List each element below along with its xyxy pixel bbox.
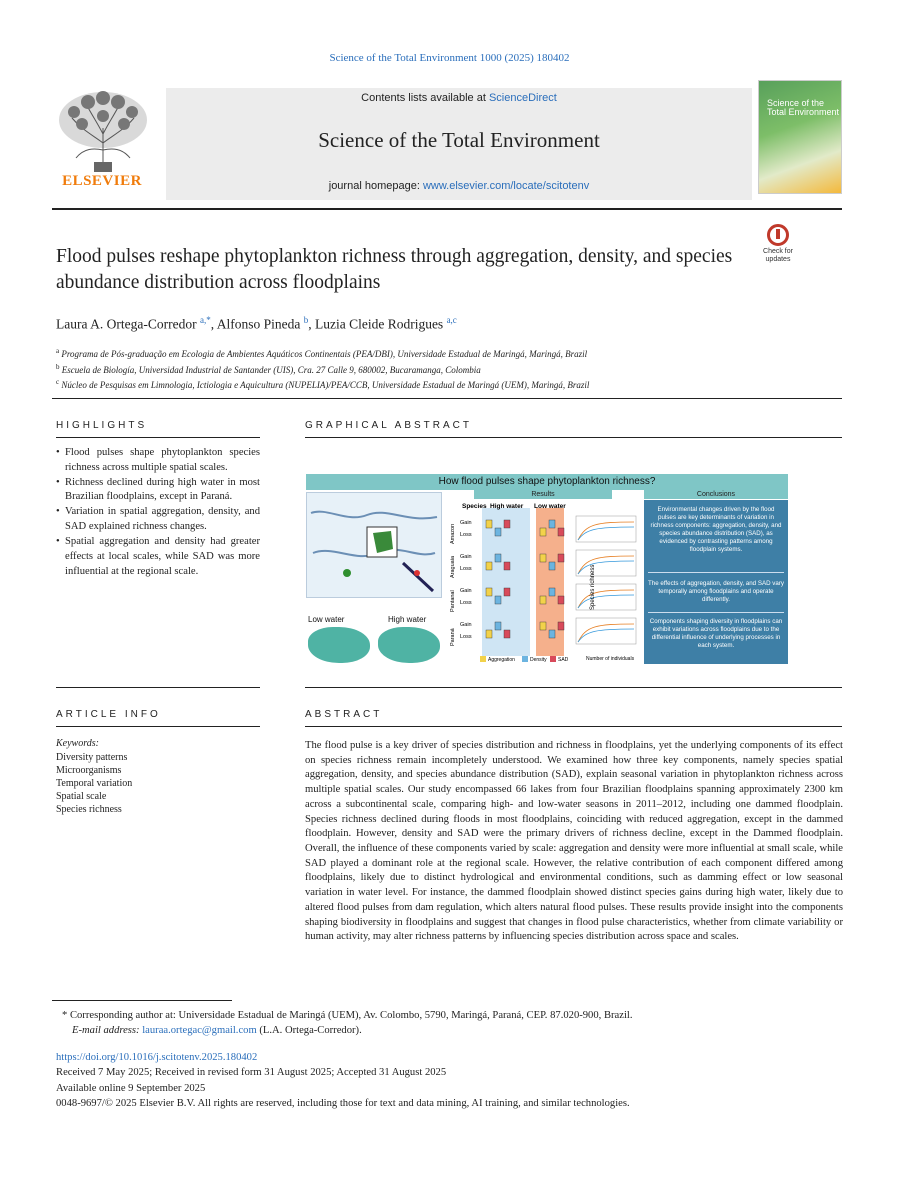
author-affiliation-marker[interactable]: a,c — [446, 315, 457, 325]
ga-results-graphic — [446, 500, 642, 664]
highlights-bottom-rule — [56, 687, 260, 688]
article-info-heading: ARTICLE INFO — [56, 709, 161, 720]
email-label: E-mail address: — [72, 1025, 143, 1037]
graphical-abstract-rule — [305, 437, 842, 438]
ga-loss-label: Loss — [460, 634, 472, 640]
ga-results-heading: Results — [474, 490, 612, 499]
keyword-item: Microorganisms — [56, 765, 122, 776]
ga-banner-title: How flood pulses shape phytoplankton richness? — [306, 474, 788, 490]
elsevier-tree-icon — [54, 88, 152, 174]
ga-rarefaction-plot — [576, 584, 636, 610]
highlight-item: • Richness declined during high water in most Brazilian floodplains, except in Paraná. — [56, 476, 260, 506]
highlight-item: • Spatial aggregation and density had greater effects at local scales, while SAD was more influential at the regional scale. — [56, 535, 260, 579]
ga-component-bar — [540, 622, 546, 630]
highlights-rule — [56, 437, 260, 438]
ga-rarefaction-plot — [576, 516, 636, 542]
ga-gain-label: Gain — [460, 554, 472, 560]
ga-high-water-label: High water — [388, 615, 427, 624]
ga-loss-label: Loss — [460, 600, 472, 606]
section-rule — [52, 398, 842, 399]
ga-component-bar — [495, 622, 501, 630]
contents-line — [166, 92, 752, 104]
ga-component-bar — [540, 554, 546, 562]
author-name[interactable]: Alfonso Pineda — [216, 316, 301, 332]
author-affiliation-marker[interactable]: b — [303, 315, 309, 325]
elsevier-logo[interactable] — [52, 80, 156, 194]
check-for-updates-badge[interactable] — [756, 224, 800, 270]
ga-component-bar — [504, 520, 510, 528]
affiliation-item — [56, 362, 816, 378]
ga-legend-aggregation: Aggregation — [488, 657, 515, 663]
ga-col-high: High water — [490, 503, 524, 510]
keyword-item: Temporal variation — [56, 778, 133, 789]
keywords-heading: Keywords: — [56, 738, 99, 749]
ga-gain-label: Gain — [460, 520, 472, 526]
copyright-notice: 0048-9697/© 2025 Elsevier B.V. All rights are reserved, including those for text and data mining, AI training, and similar technologies. — [56, 1098, 630, 1110]
ga-low-water-label: Low water — [308, 615, 345, 624]
cover-title: Science of the Total Environment — [767, 98, 840, 118]
homepage-link[interactable]: www.elsevier.com/locate/scitotenv — [422, 180, 590, 192]
masthead — [52, 80, 842, 206]
ga-component-bar — [504, 630, 510, 638]
ga-gain-label: Gain — [460, 622, 472, 628]
ga-conclusion-1: Environmental changes driven by the flood pulses are key determinants of variation in richness components: aggregation, density, and species abundance distribution (SAD), as evidenced by contrasting patterns among floodplain systems. — [650, 506, 782, 554]
homepage-prefix: journal homepage: — [328, 180, 423, 192]
journal-cover-image[interactable] — [758, 80, 842, 194]
highlight-item: • Flood pulses shape phytoplankton species richness across multiple spatial scales. — [56, 446, 260, 476]
ga-conclusion-2: The effects of aggregation, density, and SAD vary temporally among floodplains and operate differently. — [648, 580, 784, 604]
corresponding-author-footnote — [62, 1008, 842, 1039]
affiliation-text: Escuela de Biología, Universidad Industrial de Santander (UIS), Cra. 27 Calle 9, 680002, Bucaramanga, Colombia — [61, 364, 481, 375]
contents-prefix: Contents lists available at — [361, 92, 489, 104]
ga-high-water-blob — [378, 627, 440, 663]
ga-legend-density: Density — [530, 657, 547, 663]
graphical-abstract-heading: GRAPHICAL ABSTRACT — [305, 420, 472, 431]
highlights-list — [56, 446, 260, 579]
homepage-line — [166, 180, 752, 192]
ga-legend-sad: SAD — [558, 657, 569, 663]
ga-component-bar — [495, 596, 501, 604]
ga-component-bar — [549, 520, 555, 528]
ga-region-label: Paraná — [450, 628, 456, 646]
abstract-text: The flood pulse is a key driver of species distribution and richness in floodplains, yet the underlying components of its effect on species richness remain incompletely understood. We examined how three key components, namely species spatial aggregation, density, and species abundance distribution (SAD), explain seasonal variation in phytoplankton richness across multiple spatial scales. Our study encompassed 66 lakes from four Brazilian floodplains spanning approximately 2300 km across a subcontinental scale, comparing high- and low-water seasons in 2011–2012, including one dammed floodplain. Species richness declined during floods in most floodplains, coinciding with reduced aggregation, except in the dammed floodplain. However, density and SAD were the primary drivers of richness decline, except in the Dammed floodplain. Overall, the influence of these components varied by scale: aggregation and density were more influential at small scale, while SAD played a dominant role at the regional scale. However, the relative contribution of each component differed among floodplains, likely due to distinct hydrological and environmental conditions, such as damming effect or low seasonal variation in water level. For instance, the dammed floodplain showed distinct species gains during high water, likely due to altered flood pulses from dam regulation, which alters natural flood pulses. These results provide insight into the components shaping biodiversity in floodplains and suggest that changes in flood pulse characteristics, whether from climate variability or human activity, may alter richness patterns by influencing species distribution across space and scales. — [305, 740, 843, 943]
keyword-item: Spatial scale — [56, 791, 107, 802]
ga-conclusions-heading: Conclusions — [644, 490, 788, 499]
ga-component-bar — [558, 622, 564, 630]
ga-legend-swatch-sad — [550, 656, 556, 662]
badge-line2: updates — [765, 255, 791, 263]
ga-region-label: Pantanal — [450, 590, 456, 612]
keywords-list — [56, 751, 132, 816]
ga-loss-label: Loss — [460, 566, 472, 572]
ga-component-bar — [486, 588, 492, 596]
received-dates: Received 7 May 2025; Received in revised form 31 August 2025; Accepted 31 August 2025 — [56, 1067, 447, 1079]
ga-rarefaction-plot — [576, 550, 636, 576]
journal-title[interactable]: Science of the Total Environment — [318, 128, 600, 152]
ga-col-species: Species — [462, 503, 487, 510]
ga-gain-label: Gain — [460, 588, 472, 594]
email-line — [62, 1023, 842, 1038]
author-affiliation-marker[interactable]: a,* — [199, 315, 211, 325]
ga-y-axis-label: Species richness — [590, 564, 596, 610]
ga-component-bar — [495, 528, 501, 536]
sciencedirect-link[interactable]: ScienceDirect — [488, 92, 557, 104]
email-link[interactable]: lauraa.ortegac@gmail.com — [142, 1025, 257, 1037]
ga-region-label: Araguaia — [450, 555, 456, 578]
affiliation-item — [56, 346, 816, 362]
footnote-rule — [52, 1000, 232, 1001]
ga-map-icon — [307, 493, 441, 597]
author-name[interactable]: Luzia Cleide Rodrigues — [314, 316, 444, 332]
ga-rarefaction-plot — [576, 618, 636, 644]
highlights-heading: HIGHLIGHTS — [56, 420, 148, 431]
graphical-abstract-figure[interactable] — [306, 474, 788, 664]
ga-legend-swatch-density — [522, 656, 528, 662]
ga-component-bar — [504, 562, 510, 570]
author-list: Laura A. Ortega-Corredor $^{a,*}$, Alfonso Pineda $^b$, Luzia Cleide Rodrigues $^{a,c}$ — [56, 315, 457, 332]
ga-component-bar — [540, 596, 546, 604]
header-rule — [52, 208, 842, 210]
ga-component-bar — [558, 554, 564, 562]
article-title: Flood pulses reshape phytoplankton richness through aggregation, density, and species abundance distribution across floodplains — [56, 246, 733, 294]
ga-component-bar — [549, 562, 555, 570]
affiliation-item — [56, 377, 816, 393]
affiliation-text: Programa de Pós-graduação em Ecologia de Ambientes Aquáticos Continentais (PEA/DBI), Universidade Estadual de Maringá, Maringá, Brazil — [61, 349, 588, 359]
ga-conclusion-3: Components shaping diversity in floodplains can exhibit variations across floodplains due to the differential influence of underlying processes in each system. — [649, 618, 783, 650]
journal-citation-link[interactable]: Science of the Total Environment 1000 (2025) 180402 — [329, 52, 570, 64]
ga-component-bar — [504, 588, 510, 596]
ga-legend-swatch-aggregation — [480, 656, 486, 662]
affiliations — [56, 346, 816, 393]
ga-x-axis-label: Number of individuals — [586, 656, 635, 662]
publication-info — [56, 1050, 842, 1111]
article-info-rule — [56, 726, 260, 727]
ga-component-bar — [558, 528, 564, 536]
ga-component-bar — [558, 596, 564, 604]
ga-component-bar — [549, 588, 555, 596]
ga-component-bar — [486, 520, 492, 528]
ga-component-bar — [540, 528, 546, 536]
keyword-item: Species richness — [56, 804, 122, 815]
ga-low-water-blob — [308, 627, 370, 663]
badge-line1: Check for — [763, 248, 793, 255]
abstract-rule — [305, 726, 842, 727]
highlight-item: • Variation in spatial aggregation, density, and SAD explained richness changes. — [56, 505, 260, 535]
corresponding-author-text: * Corresponding author at: Universidade Estadual de Maringá (UEM), Av. Colombo, 5790, Maringá, Paraná, CEP. 87.020-900, Brazil. — [62, 1010, 633, 1021]
ga-loss-label: Loss — [460, 532, 472, 538]
ga-region-label: Amazon — [450, 523, 456, 544]
ga-component-bar — [486, 630, 492, 638]
ga-component-bar — [486, 562, 492, 570]
graphical-abstract-bottom-rule — [305, 687, 842, 688]
keyword-item: Diversity patterns — [56, 752, 128, 763]
ga-results-panel — [446, 500, 642, 664]
ga-conclusion-divider — [648, 612, 784, 613]
email-suffix: (L.A. Ortega-Corredor). — [256, 1025, 362, 1037]
ga-conclusion-divider — [648, 572, 784, 573]
affiliation-marker: c — [56, 378, 60, 386]
elsevier-wordmark: ELSEVIER — [62, 173, 142, 189]
ga-conclusions-panel — [644, 500, 788, 664]
author-name[interactable]: Laura A. Ortega-Corredor — [56, 316, 197, 332]
journal-banner — [166, 88, 752, 200]
affiliation-marker: b — [56, 362, 60, 371]
affiliation-marker: a — [56, 347, 60, 355]
ga-component-bar — [549, 630, 555, 638]
affiliation-text: Núcleo de Pesquisas em Limnologia, Ictiologia e Aquicultura (NUPELIA)/PEA/CCB, Universidade Estadual de Maringá (UEM), Maringá, Brazil — [61, 380, 590, 390]
ga-col-low: Low water — [534, 503, 566, 510]
doi-link[interactable]: https://doi.org/10.1016/j.scitotenv.2025.180402 — [56, 1052, 258, 1063]
ga-floodplain-map — [306, 492, 442, 598]
bookmark-icon — [767, 224, 789, 246]
ga-component-bar — [495, 554, 501, 562]
available-online: Available online 9 September 2025 — [56, 1082, 206, 1094]
abstract-heading: ABSTRACT — [305, 709, 383, 720]
